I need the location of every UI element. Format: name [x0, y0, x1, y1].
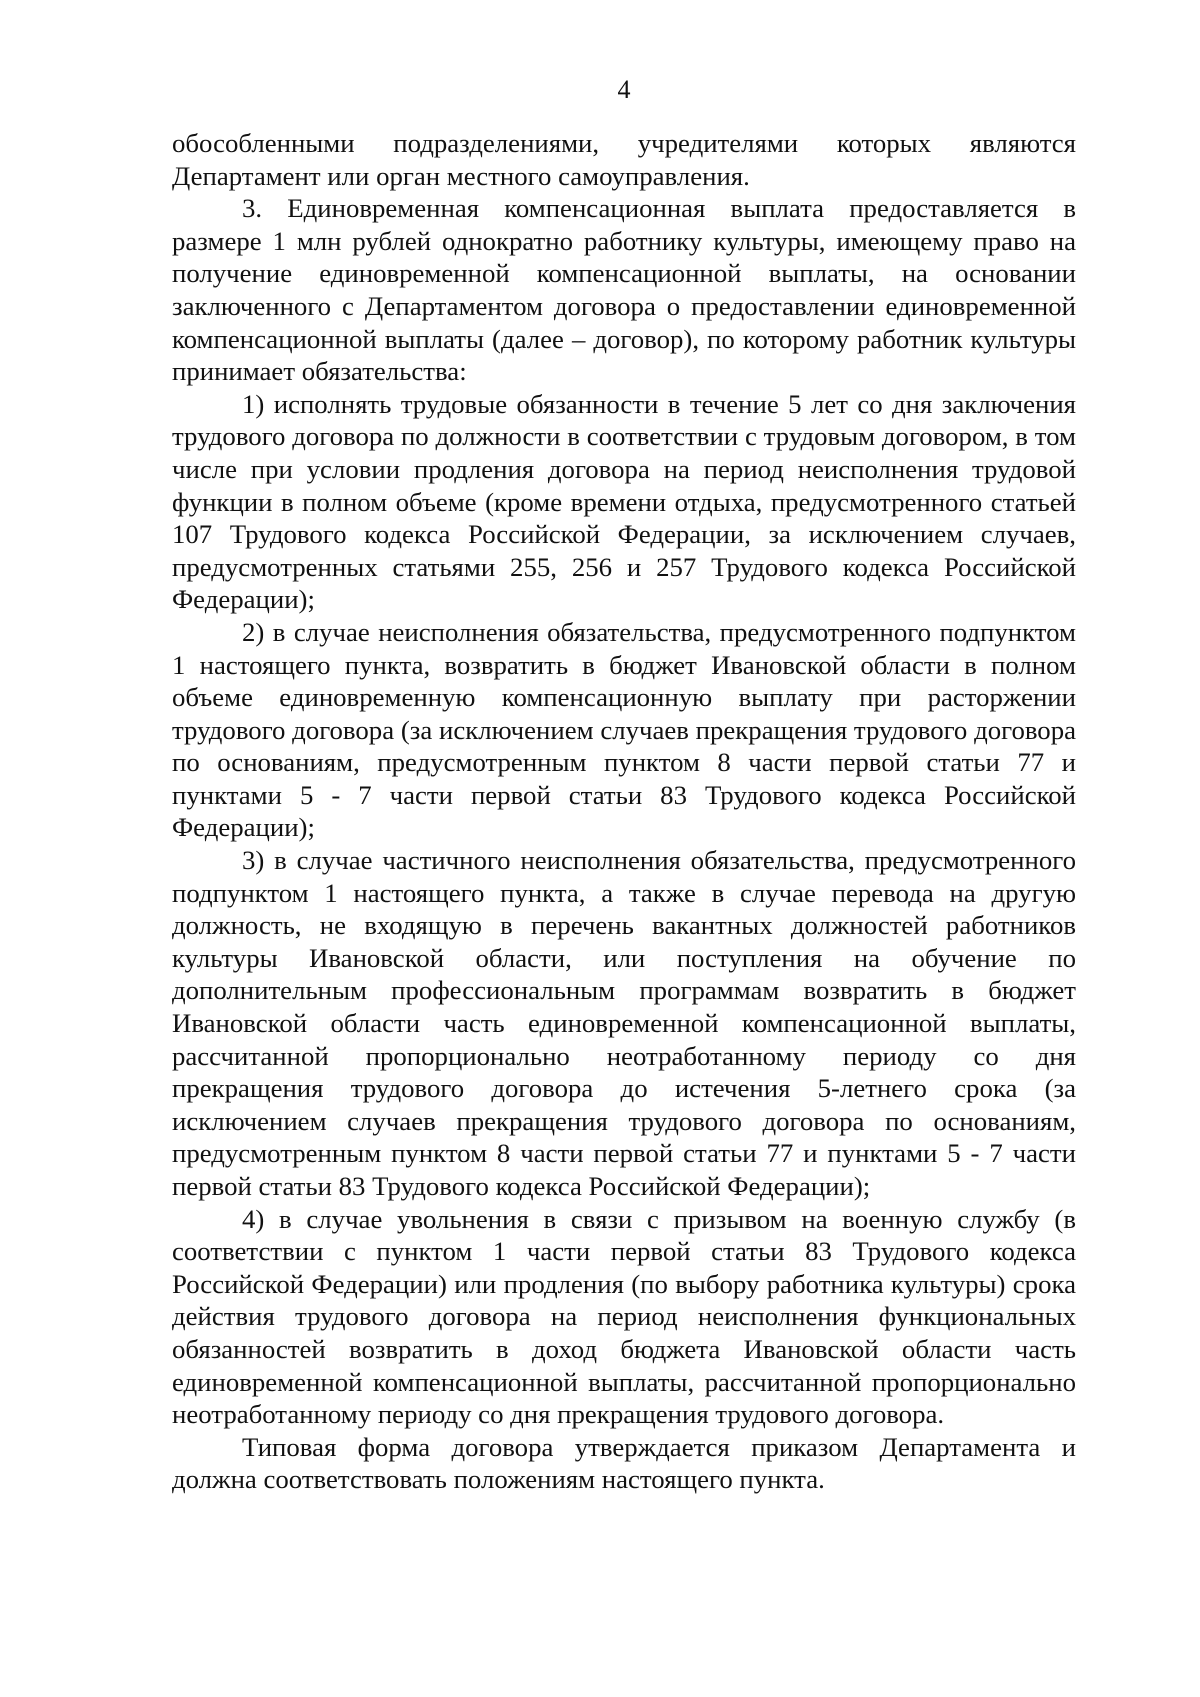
paragraph-continuation: обособленными подразделениями, учредителями которых являются Департамент или орган местного самоуправления. — [172, 128, 1076, 191]
paragraph-standard-form: Типовая форма договора утверждается приказом Департамента и должна соответствовать положениям настоящего пункта. — [172, 1431, 1076, 1495]
page-number: 4 — [617, 75, 631, 104]
paragraph-subitem-4: 4) в случае увольнения в связи с призывом на военную службу (в соответствии с пунктом 1 части первой статьи 83 Трудового кодекса Российской Федерации) или продления (по выбору работника культуры) срока действия трудового договора на период неисполнения функциональных обязанностей возвратить в доход бюджета Ивановской области часть единовременной компенсационной выплаты, рассчитанной пропорционально неотработанному периоду со дня прекращения трудового договора. — [172, 1203, 1076, 1430]
paragraph-item-3: 3. Единовременная компенсационная выплата предоставляется в размере 1 млн рублей однократно работнику культуры, имеющему право на получение единовременной компенсационной выплаты, на основании заключенного с Департаментом договора о предоставлении единовременной компенсационной выплаты (далее – договор), по которому работник культуры принимает обязательства: — [172, 193, 1076, 387]
document-body — [172, 127, 1076, 1496]
paragraph-subitem-3: 3) в случае частичного неисполнения обязательства, предусмотренного подпунктом 1 настоящего пункта, а также в случае перевода на другую должность, не входящую в перечень вакантных должностей работников культуры Ивановской области, или поступления на обучение по дополнительным профессиональным программам возвратить в бюджет Ивановской области часть единовременной компенсационной выплаты, рассчитанной пропорционально неотработанному периоду со дня прекращения трудового договора до истечения 5-летнего срока (за исключением случаев прекращения трудового договора по основаниям, предусмотренным пунктом 8 части первой статьи 77 и пунктами 5 - 7 части первой статьи 83 Трудового кодекса Российской Федерации); — [172, 845, 1076, 1201]
paragraph-subitem-2: 2) в случае неисполнения обязательства, предусмотренного подпунктом 1 настоящего пункта, возвратить в бюджет Ивановской области в полном объеме единовременную компенсационную выплату при расторжении трудового договора (за исключением случаев прекращения трудового договора по основаниям, предусмотренным пунктом 8 части первой статьи 77 и пунктами 5 - 7 части первой статьи 83 Трудового кодекса Российской Федерации); — [172, 616, 1076, 843]
paragraph-subitem-1: 1) исполнять трудовые обязанности в течение 5 лет со дня заключения трудового договора по должности в соответствии с трудовым договором, в том числе при условии продления договора на период неисполнения трудовой функции в полном объеме (кроме времени отдыха, предусмотренного статьей 107 Трудового кодекса Российской Федерации, за исключением случаев, предусмотренных статьями 255, 256 и 257 Трудового кодекса Российской Федерации); — [172, 388, 1076, 615]
